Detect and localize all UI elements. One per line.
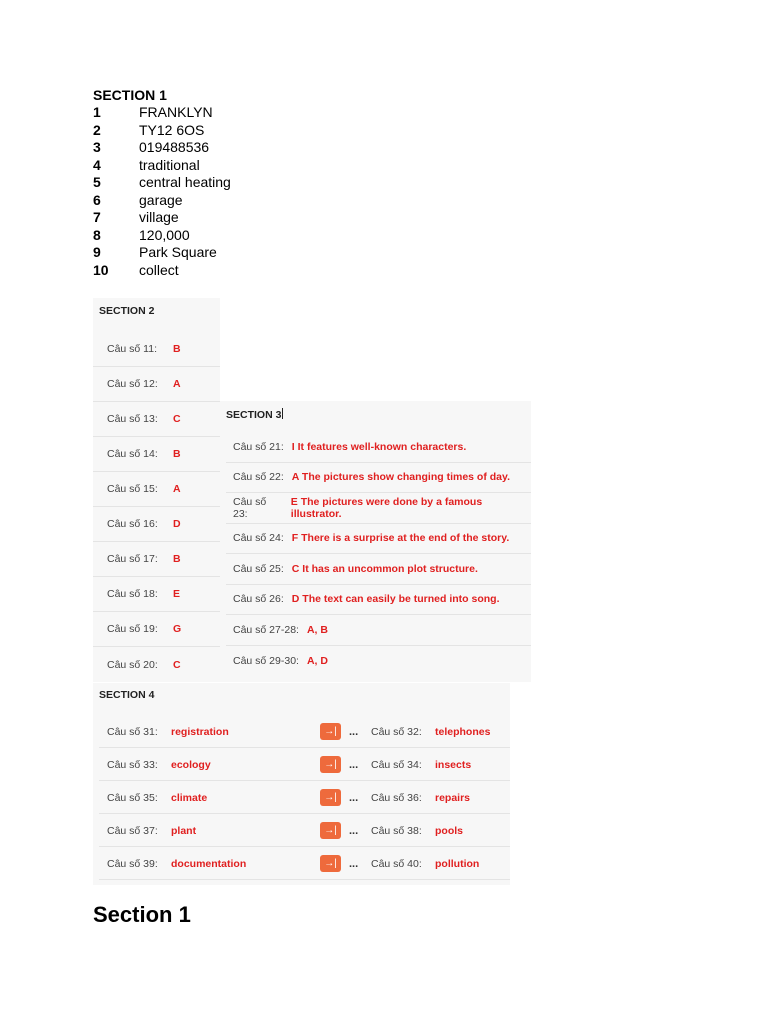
list-item: [93, 157, 231, 175]
list-item: [93, 139, 231, 157]
answer-value: D The text can easily be turned into song.: [291, 593, 500, 606]
answer-value: C: [173, 658, 181, 671]
question-label: Câu số 20:: [107, 658, 158, 671]
table-row: [93, 542, 220, 577]
question-label: Câu số 17:: [107, 553, 158, 565]
more-dots: ...: [349, 791, 359, 804]
table-row: [93, 437, 220, 472]
question-label: Câu số 33:: [107, 758, 158, 771]
next-arrow-button[interactable]: →|: [320, 723, 341, 740]
question-label: Câu số 24:: [233, 532, 284, 545]
section3-panel: [220, 401, 531, 682]
question-label: Câu số 27-28:: [233, 623, 299, 636]
list-item: [93, 262, 231, 280]
question-label: Câu số 22:: [233, 471, 284, 484]
more-dots: ...: [349, 758, 359, 771]
question-label: Câu số 36:: [371, 791, 422, 804]
answer-text: collect: [139, 261, 179, 278]
question-number: 7: [93, 209, 101, 225]
section2-panel: [93, 298, 220, 682]
next-arrow-button[interactable]: →|: [320, 756, 341, 773]
answer-text: FRANKLYN: [139, 104, 213, 120]
list-item: [93, 192, 231, 210]
answer-value: B: [173, 448, 181, 460]
answer-value: B: [173, 343, 181, 355]
section1-answer-list: [93, 104, 231, 279]
answer-value: pollution: [435, 857, 480, 870]
answer-text: Park Square: [139, 244, 217, 260]
next-arrow-button[interactable]: →|: [320, 822, 341, 839]
table-row: [226, 524, 531, 555]
table-row: [93, 402, 220, 437]
table-row: [226, 554, 531, 585]
question-label: Câu số 21:: [233, 440, 284, 453]
question-label: Câu số 37:: [107, 824, 158, 837]
answer-value: registration: [171, 725, 229, 738]
question-label: Câu số 39:: [107, 857, 158, 870]
answer-value: B: [173, 553, 181, 565]
section4-title: SECTION 4: [99, 689, 155, 701]
question-label: Câu số 40:: [371, 857, 422, 870]
answer-value: C It has an uncommon plot structure.: [291, 562, 478, 575]
section2-title: SECTION 2: [99, 305, 155, 317]
question-number: 1: [93, 104, 101, 120]
list-item: [93, 244, 231, 262]
answer-value: A The pictures show changing times of day.: [291, 471, 510, 484]
table-row: [226, 493, 531, 524]
table-row: [93, 332, 220, 367]
table-row: [99, 814, 510, 847]
section4-panel: [93, 683, 510, 885]
next-arrow-button[interactable]: →|: [320, 855, 341, 872]
answer-value: E The pictures were done by a famous illustrator.: [290, 495, 483, 520]
answer-value: documentation: [171, 857, 247, 870]
question-label: Câu số 14:: [107, 448, 158, 460]
answer-text: 019488536: [139, 139, 210, 155]
list-item: [93, 122, 231, 140]
question-number: 8: [93, 226, 101, 243]
list-item: [93, 104, 231, 122]
answer-value: D: [173, 518, 181, 530]
answer-value: I It features well-known characters.: [291, 440, 467, 453]
answer-value: plant: [171, 824, 197, 837]
question-label: Câu số 19:: [107, 623, 158, 635]
question-label: Câu số 32:: [371, 725, 422, 738]
question-number: 4: [93, 156, 101, 173]
more-dots: ...: [349, 857, 359, 870]
answer-value: climate: [171, 791, 208, 804]
answer-value: A: [173, 483, 181, 495]
answer-value: insects: [435, 758, 472, 771]
question-label: Câu số 26:: [233, 593, 284, 606]
answer-value: G: [173, 623, 182, 635]
table-row: [93, 647, 220, 682]
question-label: Câu số 31:: [107, 725, 158, 738]
table-row: [226, 463, 531, 494]
table-row: [99, 847, 510, 880]
section3-title-text: SECTION 3: [226, 409, 282, 421]
table-row: [99, 748, 510, 781]
table-row: [93, 507, 220, 542]
question-label: Câu số 35:: [107, 791, 158, 804]
next-arrow-button[interactable]: →|: [320, 789, 341, 806]
section1-title: SECTION 1: [93, 87, 167, 103]
question-number: 2: [93, 121, 101, 138]
question-number: 3: [93, 139, 101, 155]
question-label: Câu số 38:: [371, 824, 422, 837]
more-dots: ...: [349, 824, 359, 837]
table-row: [226, 432, 531, 463]
answer-text: village: [139, 209, 179, 225]
table-row: [226, 646, 531, 677]
question-label: Câu số 18:: [107, 588, 158, 600]
answer-text: 120,000: [139, 226, 190, 243]
answer-value: pools: [435, 824, 463, 837]
list-item: [93, 209, 231, 227]
answer-value: telephones: [435, 725, 491, 738]
answer-value: E: [173, 588, 181, 600]
answer-text: traditional: [139, 156, 200, 173]
answer-text: central heating: [139, 174, 231, 190]
question-number: 9: [93, 244, 101, 260]
answer-value: F There is a surprise at the end of the story.: [291, 532, 510, 545]
question-label: Câu số 11:: [107, 343, 158, 355]
question-label: Câu số 13:: [107, 413, 158, 425]
table-row: [93, 612, 220, 647]
table-row: [99, 715, 510, 748]
answer-value: ecology: [171, 758, 211, 771]
text-cursor: [282, 408, 283, 419]
question-number: 5: [93, 174, 101, 190]
table-row: [226, 585, 531, 616]
table-row: [93, 472, 220, 507]
section-heading: Section 1: [93, 902, 191, 927]
question-label: Câu số 34:: [371, 758, 422, 771]
question-label: Câu số 29-30:: [233, 654, 299, 667]
answer-value: A, D: [306, 654, 328, 667]
question-label: Câu số 15:: [107, 483, 158, 495]
answer-value: A: [173, 378, 181, 390]
table-row: [226, 615, 531, 646]
answer-text: garage: [139, 191, 183, 208]
table-row: [93, 577, 220, 612]
answer-value: repairs: [435, 791, 471, 804]
list-item: [93, 174, 231, 192]
answer-value: A, B: [306, 623, 328, 636]
table-row: [99, 781, 510, 814]
section3-title: [226, 408, 283, 421]
question-label: Câu số 25:: [233, 562, 284, 575]
table-row: [93, 367, 220, 402]
answer-value: C: [173, 413, 181, 425]
answer-text: TY12 6OS: [139, 121, 205, 138]
question-label: Câu số 23:: [233, 495, 267, 520]
more-dots: ...: [349, 725, 359, 738]
question-label: Câu số 16:: [107, 518, 158, 530]
list-item: [93, 227, 231, 245]
question-label: Câu số 12:: [107, 378, 158, 390]
question-number: 10: [93, 261, 109, 278]
question-number: 6: [93, 191, 101, 208]
